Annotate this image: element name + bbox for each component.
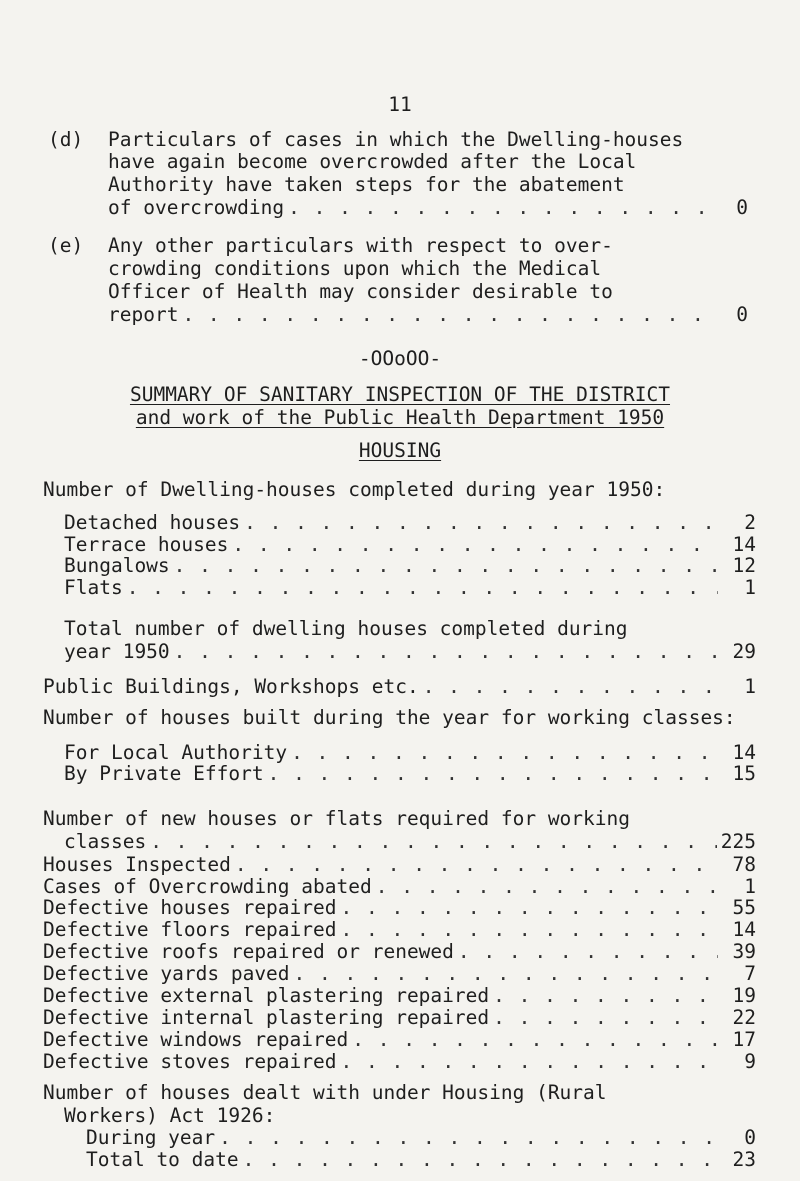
inspection-item-value: 55 <box>732 896 756 920</box>
item-e-value: 0 <box>736 302 748 326</box>
inspection-item-label: Defective external plastering repaired <box>43 984 490 1008</box>
item-d-line-4: of overcrowding <box>108 196 285 220</box>
rural-workers-item-value: 23 <box>732 1148 756 1172</box>
inspection-item-value: 19 <box>732 984 756 1008</box>
item-d-line-3: Authority have taken steps for the abatement <box>108 173 625 197</box>
item-e-marker: (e) <box>48 234 84 258</box>
item-e-line-2: crowding conditions upon which the Medical <box>108 257 602 281</box>
separator: -OOoOO- <box>358 346 442 370</box>
required-line-2: classes <box>64 829 147 853</box>
item-d-row <box>108 195 748 220</box>
rural-workers-item-label: During year <box>86 1126 216 1150</box>
required-row <box>64 829 756 854</box>
completed-item-row <box>64 575 756 600</box>
inspection-item-value: 7 <box>744 962 756 986</box>
inspection-item-label: Defective windows repaired <box>43 1027 349 1051</box>
item-e-line-3: Officer of Health may consider desirable to <box>108 279 613 303</box>
total-completed-line-2: year 1950 <box>64 640 170 664</box>
inspection-item-label: Defective stoves repaired <box>43 1049 337 1073</box>
total-completed-line-1: Total number of dwelling houses completed during <box>64 617 628 641</box>
item-d-line-1: Particulars of cases in which the Dwelling-houses <box>108 127 684 151</box>
completed-item-value: 1 <box>744 576 756 600</box>
inspection-item-row <box>43 1049 756 1074</box>
inspection-item-value: 78 <box>732 852 756 876</box>
public-buildings-row <box>43 674 756 699</box>
total-completed-value: 29 <box>732 640 756 664</box>
dot-leader <box>341 1049 719 1074</box>
inspection-item-label: Defective floors repaired <box>43 918 337 942</box>
working-classes-heading: Number of houses built during the year for working classes: <box>43 705 736 729</box>
inspection-item-label: Defective yards paved <box>43 962 290 986</box>
inspection-item-label: Defective roofs repaired or renewed <box>43 940 454 964</box>
item-e-line-1: Any other particulars with respect to over- <box>108 234 613 258</box>
dot-leader <box>174 639 718 664</box>
item-e-row <box>108 302 748 327</box>
dot-leader <box>127 575 718 600</box>
item-e-line-4: report <box>108 302 179 326</box>
section-heading-2: and work of the Public Health Department 1950 <box>135 405 665 429</box>
total-completed-row <box>64 639 756 664</box>
inspection-item-label: Houses Inspected <box>43 852 231 876</box>
inspection-item-value: 9 <box>744 1049 756 1073</box>
public-buildings-label: Public Buildings, Workshops etc. <box>43 674 419 698</box>
dot-leader <box>150 829 717 854</box>
rural-workers-item-label: Total to date <box>86 1148 239 1172</box>
rural-workers-item-value: 0 <box>744 1126 756 1150</box>
section-heading-housing: HOUSING <box>358 438 442 462</box>
inspection-item-value: 39 <box>732 940 756 964</box>
dot-leader <box>243 1147 718 1172</box>
rural-workers-item-row <box>86 1147 756 1172</box>
working-classes-item-label: By Private Effort <box>64 762 264 786</box>
dot-leader <box>423 674 718 699</box>
required-value: 225 <box>720 829 756 853</box>
section-heading-1: SUMMARY OF SANITARY INSPECTION OF THE DISTRICT <box>129 383 671 407</box>
working-classes-item-value: 14 <box>732 740 756 764</box>
item-d-line-2: have again become overcrowded after the Local <box>108 150 637 174</box>
rural-workers-line-2: Workers) Act 1926: <box>64 1103 276 1127</box>
inspection-item-label: Cases of Overcrowding abated <box>43 874 372 898</box>
completed-item-label: Detached houses <box>64 510 241 534</box>
inspection-item-label: Defective houses repaired <box>43 896 337 920</box>
completed-heading: Number of Dwelling-houses completed during year 1950: <box>43 477 666 501</box>
inspection-item-value: 17 <box>732 1027 756 1051</box>
working-classes-item-value: 15 <box>732 762 756 786</box>
completed-item-label: Flats <box>64 576 123 600</box>
dot-leader <box>288 195 710 220</box>
rural-workers-line-1: Number of houses dealt with under Housing (Rural <box>43 1080 607 1104</box>
completed-item-value: 12 <box>732 554 756 578</box>
inspection-item-value: 22 <box>732 1005 756 1029</box>
page-number: 11 <box>388 93 412 116</box>
dot-leader <box>268 761 718 786</box>
completed-item-label: Terrace houses <box>64 532 229 556</box>
public-buildings-value: 1 <box>744 674 756 698</box>
inspection-item-value: 14 <box>732 918 756 942</box>
working-classes-item-row <box>64 761 756 786</box>
inspection-item-label: Defective internal plastering repaired <box>43 1005 490 1029</box>
completed-item-value: 2 <box>744 510 756 534</box>
required-line-1: Number of new houses or flats required for working <box>43 807 630 831</box>
working-classes-item-label: For Local Authority <box>64 740 288 764</box>
inspection-item-value: 1 <box>744 874 756 898</box>
item-d-marker: (d) <box>48 127 84 151</box>
item-d-value: 0 <box>736 196 748 220</box>
completed-item-label: Bungalows <box>64 554 170 578</box>
dot-leader <box>182 302 710 327</box>
completed-item-value: 14 <box>732 532 756 556</box>
